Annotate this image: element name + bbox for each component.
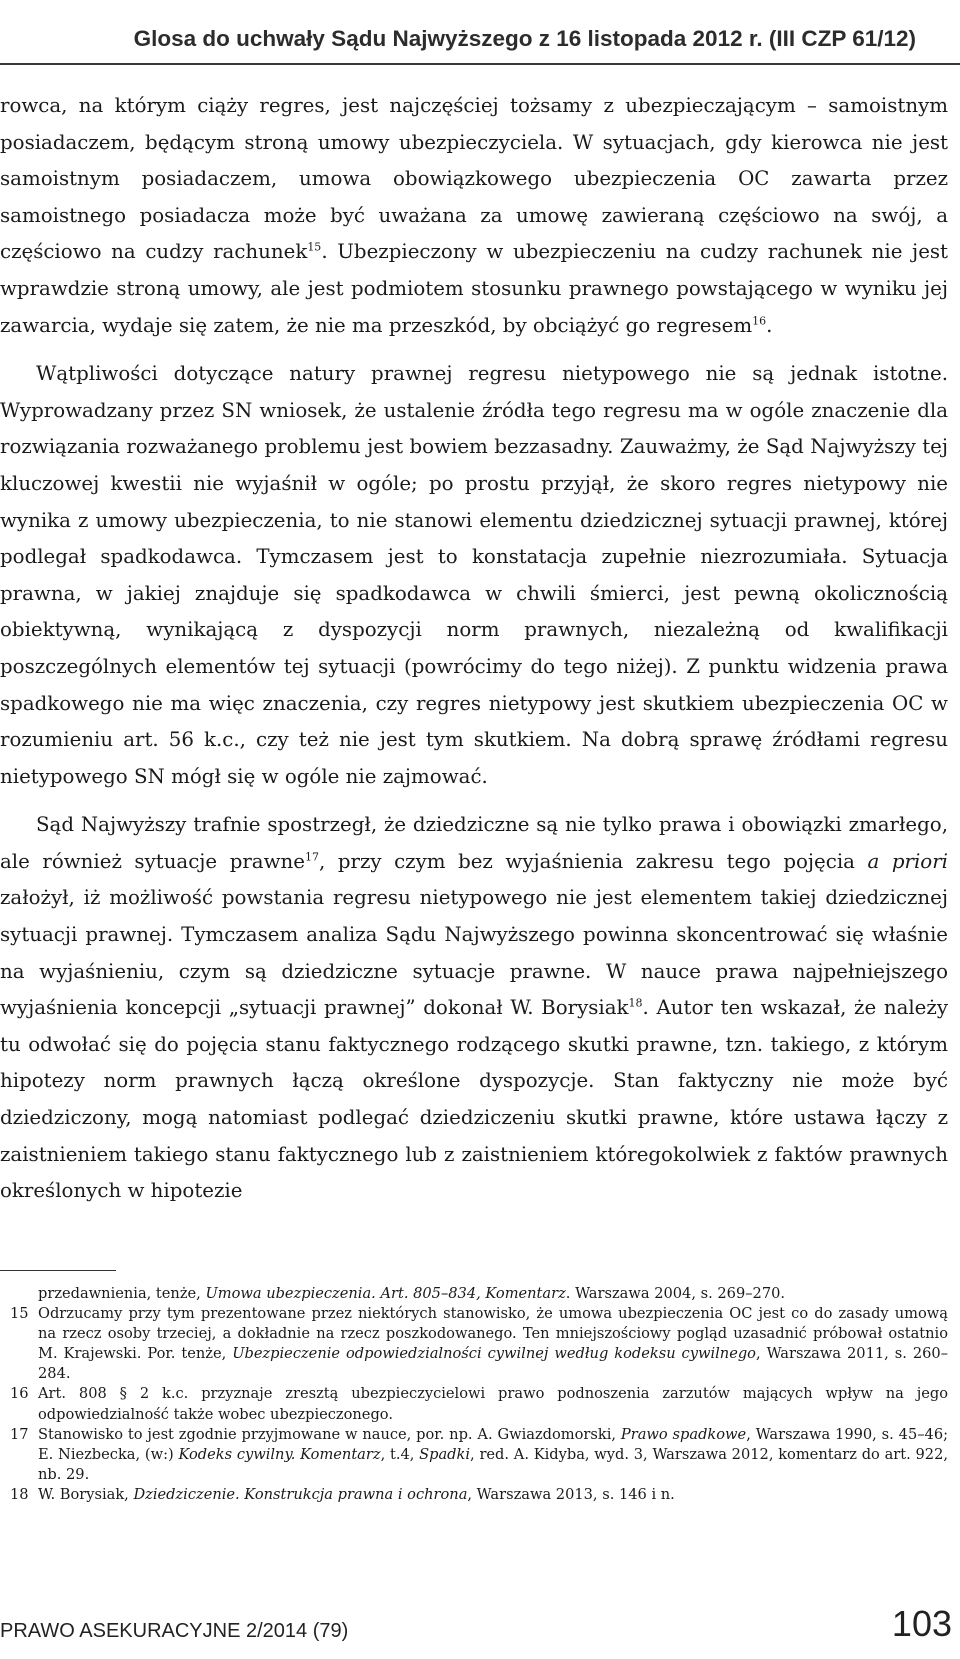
footnote-italic: Umowa ubezpieczenia. Art. 805–834, Komentarz [205,1285,566,1302]
journal-footer: PRAWO ASEKURACYJNE 2/2014 (79) [0,1620,349,1642]
footnote-italic: Dziedziczenie. Konstrukcja prawna i ochrona [133,1485,468,1503]
footnote-italic: Prawo spadkowe [620,1425,747,1443]
paragraph-text: . Autor ten wskazał, że należy tu odwołać się do pojęcia stanu faktycznego rodzącego skutki prawne, tzn. takiego, z którym hipotezy norm prawnych łączą określone dyspozycje. Stan faktyczny nie może być dziedziczony, mogą natomiast podlegać dziedziczeniu skutki prawne, które ustawa łączy z zaistnieniem takiego stanu faktycznego lub z zaistnieniem któregokolwiek z faktów prawnych określonych w hipotezie [0,996,948,1203]
footnote-text: przedawnienia, tenże, [38,1285,206,1302]
footnote-text: , Warszawa 2011, s. 260–284. [38,1345,948,1383]
paragraph-text: , przy czym bez wyjaśnienia zakresu tego pojęcia [318,849,868,873]
footnote-ref-16[interactable]: 16 [752,313,767,327]
page-number: 103 [891,1603,952,1644]
footnote-number: 16 [10,1385,29,1403]
footnote-text: , Warszawa 2013, s. 146 i n. [467,1485,675,1503]
footnote-text: . Warszawa 2004, s. 269–270. [565,1285,786,1302]
paragraph-text: Sąd Najwyższy trafnie spostrzegł, że dziedziczne są nie tylko prawa i obowiązki zmarłego, ale również sytuacje prawne [0,813,948,873]
footnote-ref-15[interactable]: 15 [307,240,322,254]
footnote-italic: Spadki [419,1445,471,1463]
footnote-15 [0,1304,948,1384]
footnote-text: , red. A. Kidyba, wyd. 3, Warszawa 2012, komentarz do art. 922, nb. 29. [38,1445,949,1483]
paragraph-1 [0,88,948,344]
paragraph-text: Wątpliwości dotyczące natury prawnej regresu nietypowego nie są jednak istotne. Wyprowadzany przez SN wniosek, że ustalenie źródła tego regresu ma w ogóle znaczenie dla rozwiązania rozważanego problemu jest bowiem bezzasadny. Zauważmy, że Sąd Najwyższy tej kluczowej kwestii nie wyjaśnił w ogóle; po prostu przyjął, że skoro regres nietypowy nie wynika z umowy ubezpieczenia, to nie stanowi elementu dziedzicznej sytuacji prawnej, której podlegał spadkodawca. Tymczasem jest to konstatacja zupełnie niezrozumiała. Sytuacja prawna, w jakiej znajduje się spadkodawca w chwili śmierci, jest pewną okolicznością obiektywną, wynikającą z dyspozycji norm prawnych, niezależną od kwalifikacji poszczególnych elementów tej sytuacji (powrócimy do tego niżej). Z punktu widzenia prawa spadkowego nie ma więc znaczenia, czy regres nietypowy jest skutkiem ubezpieczenia OC w rozumieniu art. 56 k.c., czy też nie jest tym skutkiem. Na dobrą sprawę źródłami regresu nietypowego SN mógł się w ogóle nie zajmować. [0,362,948,788]
footnote-continued [0,1284,948,1304]
footnote-number: 18 [10,1485,29,1503]
footnote-16 [0,1384,948,1424]
footnote-text: , Warszawa 1990, s. 45–46; E. Niezbecka, (w:) [38,1425,949,1463]
footnote-separator [0,1270,116,1271]
paragraph-text: założył, iż możliwość powstania regresu nietypowego nie jest elementem takiej dziedzicznej sytuacji prawnej. Tymczasem analiza Sądu Najwyższego powinna skoncentrować się właśnie na wyjaśnieniu, czym są dziedziczne sytuacje prawne. W nauce prawa najpełniejszego wyjaśnienia koncepcji „sytuacji prawnej” dokonał W. Borysiak [0,886,948,1020]
footnote-italic: Ubezpieczenie odpowiedzialności cywilnej według kodeksu cywilnego [232,1345,756,1363]
paragraph-text: . Ubezpieczony w ubezpieczeniu na cudzy rachunek nie jest wprawdzie stroną umowy, ale jest podmiotem stosunku prawnego powstającego w wyniku jej zawarcia, wydaje się zatem, że nie ma przeszkód, by obciążyć go regresem [0,240,948,337]
running-header: Glosa do uchwały Sądu Najwyższego z 16 listopada 2012 r. (III CZP 61/12) [133,26,916,51]
italic-term: a priori [867,849,948,873]
footnote-text: W. Borysiak, [38,1485,134,1503]
paragraph-3 [0,807,948,1210]
paragraph-text: . [766,313,773,337]
footnote-17 [0,1425,948,1485]
footnote-italic: Kodeks cywilny. Komentarz [178,1445,381,1463]
footnote-text: Art. 808 § 2 k.c. przyznaje zresztą ubezpieczycielowi prawo podnoszenia zarzutów mających wpływ na jego odpowiedzialność także wobec ubezpieczonego. [38,1385,948,1423]
footnote-ref-18[interactable]: 18 [628,996,643,1010]
footnote-text: Odrzucamy przy tym prezentowane przez niektórych stanowisko, że umowa ubezpieczenia OC jest co do zasady umową na rzecz osoby trzeciej, a dokładnie na rzecz poszkodowanego. Ten mniejszościowy pogląd uzasadnić próbował ostatnio M. Krajewski. Por. tenże, [38,1305,948,1363]
footnote-18 [0,1485,948,1505]
header-rule [0,63,960,65]
paragraph-text: rowca, na którym ciąży regres, jest najczęściej tożsamy z ubezpieczającym – samoistnym posiadaczem, będącym stroną umowy ubezpieczyciela. W sytuacjach, gdy kierowca nie jest samoistnym posiadaczem, umowa obowiązkowego ubezpieczenia OC zawarta przez samoistnego posiadacza może być uważana za umowę zawieraną częściowo na swój, a częściowo na cudzy rachunek [0,94,948,264]
main-text [0,88,948,1210]
footnote-text: Stanowisko to jest zgodnie przyjmowane w nauce, por. np. A. Gwiazdomorski, [38,1425,621,1443]
footnote-number: 15 [10,1305,29,1323]
footnote-number: 17 [10,1425,29,1443]
footnote-ref-17[interactable]: 17 [304,850,319,864]
footnote-text: , t.4, [380,1445,420,1463]
paragraph-2 [0,356,948,795]
footnotes [0,1284,948,1505]
